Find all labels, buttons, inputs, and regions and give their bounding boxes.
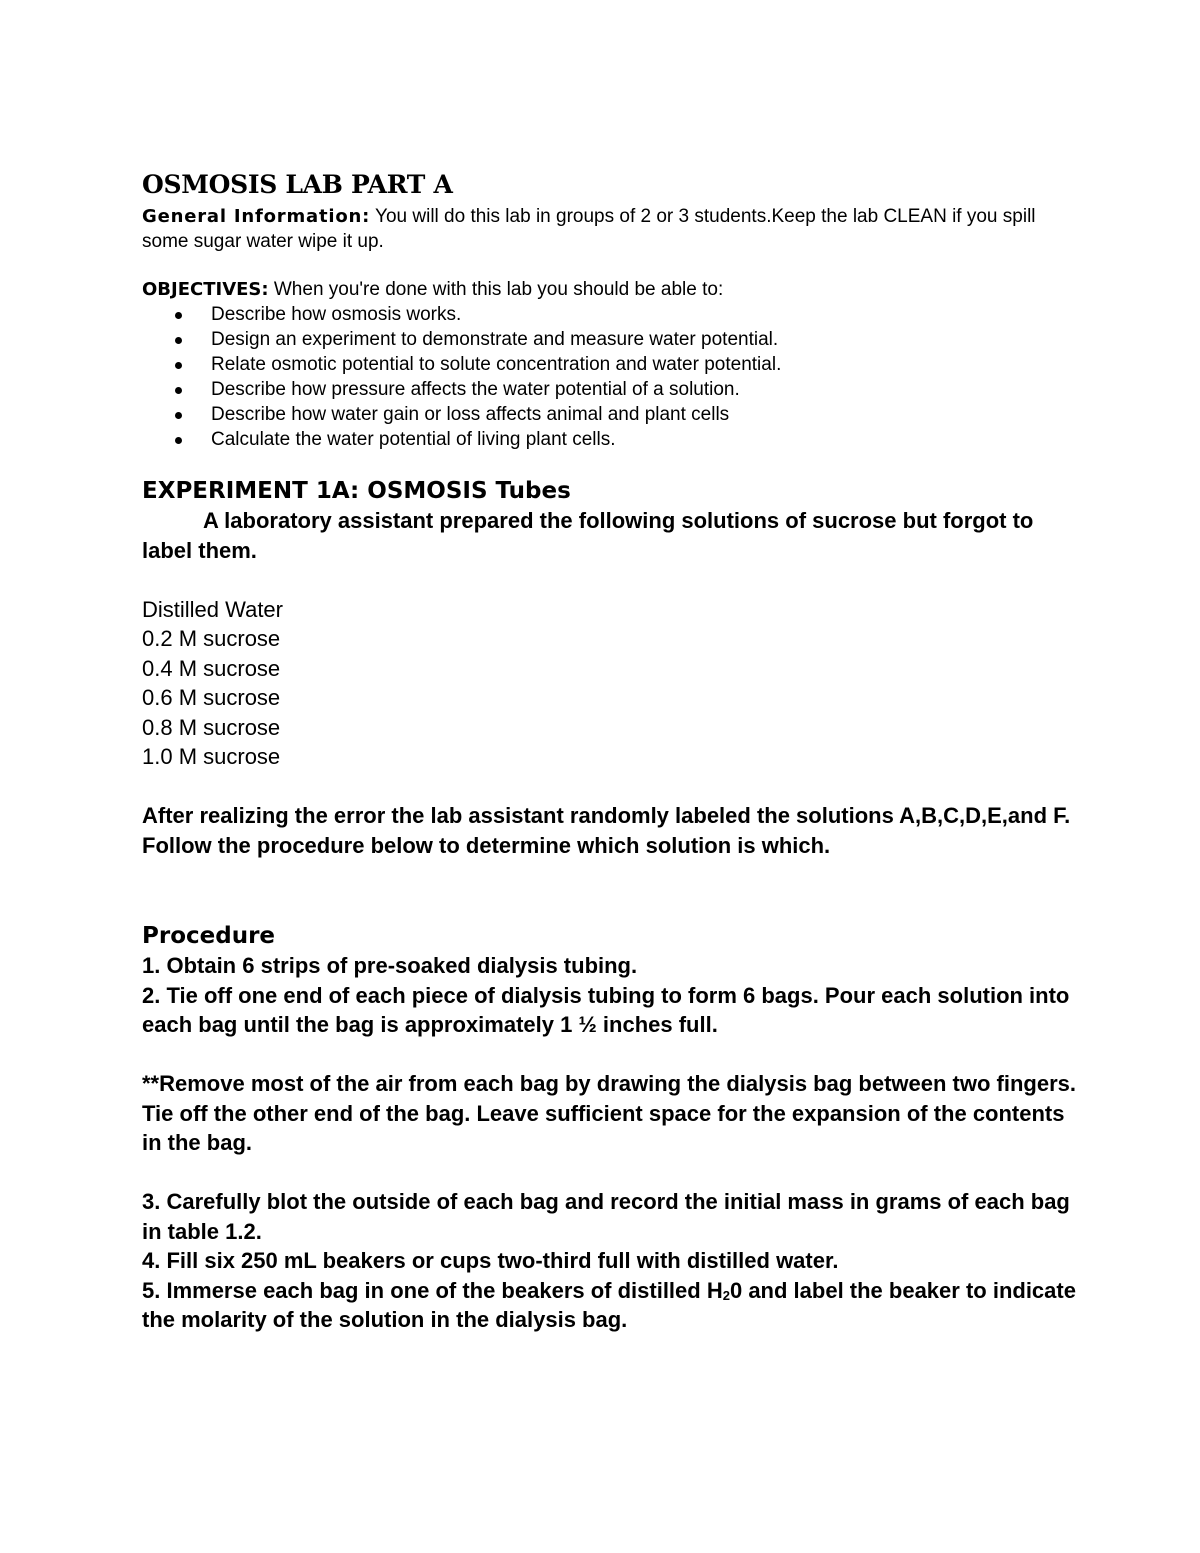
objective-item	[142, 352, 1082, 377]
solution-item: 0.4 M sucrose	[142, 655, 281, 681]
general-information	[142, 204, 1082, 254]
procedure-step-5	[142, 1276, 1082, 1335]
objective-item	[142, 327, 1082, 352]
objective-text: Design an experiment to demonstrate and measure water potential.	[211, 329, 779, 350]
procedure-step-4: 4. Fill six 250 mL beakers or cups two-third full with distilled water.	[142, 1248, 839, 1273]
objective-text: Describe how pressure affects the water potential of a solution.	[211, 379, 740, 400]
step-5-text-start: 5. Immerse each bag in one of the beakers of distilled H	[142, 1277, 723, 1303]
bullet-icon	[175, 387, 182, 394]
experiment-heading: EXPERIMENT 1A: OSMOSIS Tubes	[142, 478, 571, 504]
bullet-icon	[175, 437, 182, 444]
experiment-intro: A laboratory assistant prepared the following solutions of sucrose but forgot to label them.	[142, 508, 1034, 563]
procedure-heading: Procedure	[142, 923, 276, 949]
objective-text: Relate osmotic potential to solute concentration and water potential.	[211, 354, 782, 375]
general-information-label: General Information:	[142, 206, 371, 227]
objectives-label: OBJECTIVES:	[142, 279, 269, 300]
bullet-icon	[175, 312, 182, 319]
objectives-intro	[142, 277, 1082, 302]
experiment-after-text: After realizing the error the lab assistant randomly labeled the solutions A,B,C,D,E,and F. Follow the procedure below to determine which solution is which.	[142, 803, 1071, 858]
solution-item: 1.0 M sucrose	[142, 744, 281, 769]
solution-item: 0.8 M sucrose	[142, 714, 281, 740]
objectives-intro-text: When you're done with this lab you should be able to:	[268, 279, 724, 300]
procedure-step-1: 1. Obtain 6 strips of pre-soaked dialysis tubing.	[142, 953, 638, 978]
page-title: OSMOSIS LAB PART A	[142, 170, 453, 199]
procedure-note: **Remove most of the air from each bag by drawing the dialysis bag between two fingers. Tie off the other end of the bag. Leave sufficient space for the expansion of the contents in the bag.	[142, 1071, 1076, 1155]
solution-item: 0.6 M sucrose	[142, 685, 281, 710]
objective-item	[142, 302, 1082, 327]
bullet-icon	[175, 337, 182, 344]
objective-text: Describe how osmosis works.	[211, 304, 462, 325]
objective-text: Calculate the water potential of living plant cells.	[211, 429, 616, 450]
objective-item	[142, 402, 1082, 427]
procedure-step-2: 2. Tie off one end of each piece of dialysis tubing to form 6 bags. Pour each solution into each bag until the bag is approximately 1 ½ inches full.	[142, 982, 1070, 1037]
objectives-list	[142, 302, 1082, 452]
bullet-icon	[175, 412, 182, 419]
objective-text: Describe how water gain or loss affects animal and plant cells	[211, 404, 730, 425]
procedure-step-3: 3. Carefully blot the outside of each bag and record the initial mass in grams of each bag in table 1.2.	[142, 1189, 1070, 1244]
bullet-icon	[175, 362, 182, 369]
step-5-subscript: 2	[722, 1287, 730, 1303]
solution-item: Distilled Water	[142, 596, 283, 622]
objective-item	[142, 427, 1082, 452]
solutions-list	[142, 595, 1082, 772]
solution-item: 0.2 M sucrose	[142, 626, 281, 651]
objective-item	[142, 377, 1082, 402]
general-information-text: You will do this lab in groups of 2 or 3 students.Keep the lab CLEAN if you spill some sugar water wipe it up.	[142, 206, 1036, 252]
document-content	[142, 168, 1082, 1335]
step-5-text-end: 0 and label the beaker to indicate the molarity of the solution in the dialysis bag.	[142, 1277, 1076, 1332]
